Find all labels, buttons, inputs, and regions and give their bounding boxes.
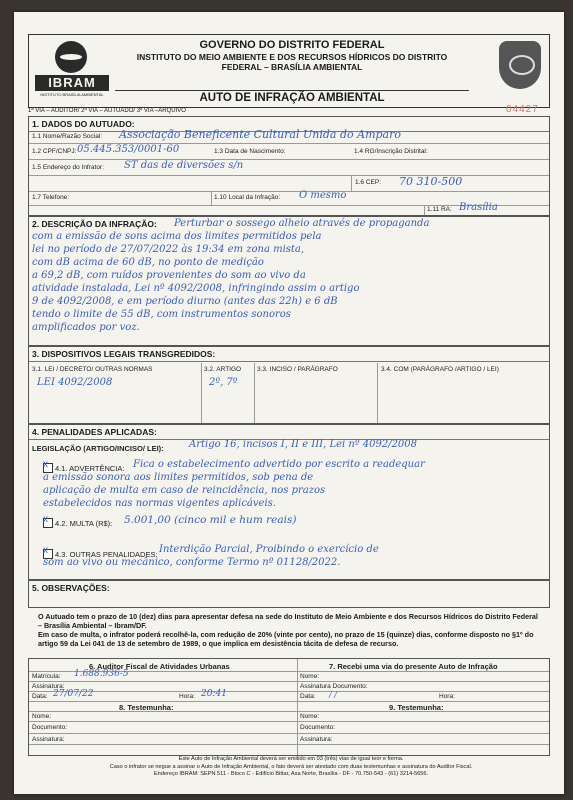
recebi-title: 7. Recebi uma via do presente Auto de Infração (329, 662, 498, 671)
notice-p1: O Autuado tem o prazo de 10 (dez) dias para apresentar defesa na sede do Instituto de Meio Ambiente e dos Recursos Hídricos do Distrito Federal – Brasília Ambiental – Ibram/DF. (38, 612, 538, 630)
section-title: 5. OBSERVAÇÕES: (32, 583, 110, 593)
descricao-line-7: 9 de 4092/2008, e em período diurno (antes das 22h) e 6 dB (32, 296, 338, 307)
coat-of-arms-icon (499, 41, 541, 89)
document-page (14, 12, 564, 794)
endereco-label: 1.5 Endereço do Infrator: (32, 164, 104, 171)
gov-line2: INSTITUTO DO MEIO AMBIENTE E DOS RECURSOS HÍDRICOS DO DISTRITO (136, 52, 448, 62)
testemunha-2-assinatura-label: Assinatura: (300, 736, 333, 743)
descricao-line-8: tendo o limite de 55 dB, com instrumentos sonoros (32, 309, 291, 320)
outras-line-2: som ao vivo ou mecânico, conforme Termo nº 01128/2022. (43, 557, 341, 568)
col-lei-label: 3.1. LEI / DECRETO/ OUTRAS NORMAS (32, 366, 153, 373)
ra-label: 1.11 RA: (427, 206, 452, 213)
signatures-block (28, 658, 550, 756)
section-penalidades (28, 424, 550, 580)
testemunha-1-assinatura-label: Assinatura: (32, 736, 65, 743)
advertencia-line-3: aplicação de multa em caso de reincidência, nos prazos (43, 485, 326, 496)
descricao-line-5: a 69,2 dB, com ruídos provenientes do som ao vivo da (32, 270, 306, 281)
multa-label: 4.2. MULTA (R$): (55, 519, 113, 528)
descricao-line-1: Perturbar o sossego alheio através de propaganda (174, 218, 430, 229)
testemunha-2-documento-label: Documento: (300, 724, 336, 731)
outras-line-1: Interdição Parcial, Proibindo o exercício de (159, 544, 379, 555)
notice-p2: Em caso de multa, o infrator poderá recolhê-la, com redução de 20% (vinte por cento), no prazo de 15 (quinze) dias, conforme disposto no §1º do artigo 59 da Lei 041 de 13 de setembro de 1989, o que implica em desistência tácita de defesa de recurso. (38, 630, 534, 648)
section-title: 1. DADOS DO AUTUADO: (29, 117, 549, 132)
endereco-value: ST das de diversões s/n (124, 160, 244, 171)
col-artigo-label: 3.2. ARTIGO (204, 366, 242, 373)
recebi-data-value: / / (329, 690, 337, 699)
col-inciso-label: 3.3. INCISO / PARÁGRAFO (257, 366, 338, 373)
nome-label: 1.1 Nome/Razão Social: (32, 133, 103, 140)
advertencia-line-4: estabelecidos nas normas vigentes aplicáveis. (43, 498, 276, 509)
recebi-assinatura-label: Assinatura Documento: (300, 683, 368, 690)
document-header (28, 34, 550, 108)
nascimento-label: 1.3 Data de Nascimento: (214, 148, 286, 155)
ibram-logo (35, 39, 111, 101)
advertencia-checkbox[interactable]: x (43, 463, 53, 473)
matricula-value: 1.688.936-5 (74, 669, 129, 679)
section-observacoes (28, 580, 550, 608)
nome-value: Associação Beneficente Cultural Unida do Amparo (119, 128, 401, 141)
rg-label: 1.4 RG/Inscrição Distrital: (354, 148, 428, 155)
section-dispositivos-legais (28, 346, 550, 424)
government-title (115, 39, 469, 72)
descricao-line-4: com dB acima de 60 dB, no ponto de medição (32, 257, 264, 268)
multa-checkbox[interactable]: x (43, 518, 53, 528)
descricao-line-3: lei no período de 27/07/2022 às 19:34 em zona mista, (32, 244, 305, 255)
outras-checkbox[interactable]: x (43, 549, 53, 559)
testemunha-1-title: 8. Testemunha: (119, 703, 174, 712)
copies-note: 1ª VIA – AUDITOR/ 2ª VIA – AUTUADO/ 3ª VIA –ARQUIVO (28, 108, 186, 114)
footer-line-1: Este Auto de Infração Ambiental deverá ser emitido em 03 (três) vias de igual teor e forma. (178, 756, 404, 762)
testemunha-1-nome-label: Nome: (32, 713, 52, 720)
descricao-line-9: amplificados por voz. (32, 322, 140, 333)
auditor-data-value: 27/07/22 (53, 689, 94, 699)
cep-value: 70 310-500 (399, 175, 463, 188)
cpf-label: 1.2 CPF/CNPJ: (32, 148, 77, 155)
section-title: 4. PENALIDADES APLICADAS: (29, 425, 549, 440)
col-com-label: 3.4. COM (PARÁGRAFO /ARTIGO / LEI) (381, 366, 499, 373)
section-descricao-infracao (28, 216, 550, 346)
matricula-label: Matrícula: (32, 673, 61, 680)
descricao-line-6: atividade instalada, Lei nº 4092/2008, infringindo assim o artigo (32, 283, 360, 294)
advertencia-line-2: a emissão sonora aos limites permitidos, sob pena de (43, 472, 314, 483)
descricao-line-2: com a emissão de sons acima dos limites permitidos pela (32, 231, 322, 242)
logo-text: IBRAM (35, 75, 109, 91)
advertencia-label: 4.1. ADVERTÊNCIA: (55, 464, 125, 473)
testemunha-1-documento-label: Documento: (32, 724, 68, 731)
footer-line-3: Endereço IBRAM: SEPN 511 - Bloco C - Edifício Bittar, Asa Norte, Brasília - DF - 70.750-543 - (61) 3214-5656. (153, 771, 429, 777)
auditor-hora-label: Hora: (179, 693, 195, 700)
footer-notes (36, 756, 546, 779)
recebi-nome-label: Nome: (300, 673, 320, 680)
testemunha-2-nome-label: Nome: (300, 713, 320, 720)
legislacao-value: Artigo 16, incisos I, II e III, Lei nº 4092/2008 (189, 439, 418, 450)
multa-value: 5.001,00 (cinco mil e hum reais) (124, 514, 297, 526)
auditor-title: 6. Auditor Fiscal de Atividades Urbanas (89, 662, 230, 671)
lei-value: LEI 4092/2008 (37, 377, 113, 388)
ibram-emblem-icon (55, 41, 87, 73)
legal-notice (38, 612, 538, 648)
section-dados-autuado (28, 116, 550, 216)
auditor-assinatura-label: Assinatura: (32, 683, 65, 690)
ra-value: Brasília (459, 202, 498, 213)
advertencia-line-1: Fica o estabelecimento advertido por escrito a readequar (133, 459, 425, 470)
local-label: 1.10 Local da Infração: (214, 194, 281, 201)
legislacao-label: LEGISLAÇÃO (ARTIGO/INCISO/ LEI): (32, 444, 164, 453)
local-value: O mesmo (299, 190, 347, 201)
cep-label: 1.6 CEP: (355, 179, 382, 186)
doc-title: AUTO DE INFRAÇÃO AMBIENTAL (115, 90, 469, 104)
gov-line1: GOVERNO DO DISTRITO FEDERAL (199, 39, 385, 51)
doc-number: 04427 (506, 104, 539, 115)
artigo-value: 2º, 7º (209, 377, 238, 388)
section-title: 2. DESCRIÇÃO DA INFRAÇÃO: (32, 219, 157, 229)
testemunha-2-title: 9. Testemunha: (389, 703, 444, 712)
gov-line3: FEDERAL – BRASÍLIA AMBIENTAL (221, 62, 363, 72)
footer-line-2: Caso o infrator se negue a assinar o Auto de Infração Ambiental, o fato deverá ser atestado com duas testemunhas e assinatura do Auditor Fiscal. (109, 763, 473, 770)
section-title: 3. DISPOSITIVOS LEGAIS TRANSGREDIDOS: (29, 347, 549, 362)
auditor-data-label: Data: (32, 693, 48, 700)
outras-label: 4.3. OUTRAS PENALIDADES: (55, 550, 158, 559)
auditor-hora-value: 20:41 (201, 689, 227, 699)
cpf-value: 05.445.353/0001-60 (77, 144, 180, 155)
telefone-label: 1.7 Telefone: (32, 194, 70, 201)
recebi-data-label: Data: (300, 693, 316, 700)
recebi-hora-label: Hora: (439, 693, 455, 700)
logo-subtext: INSTITUTO BRASÍLIA AMBIENTAL (40, 92, 104, 97)
